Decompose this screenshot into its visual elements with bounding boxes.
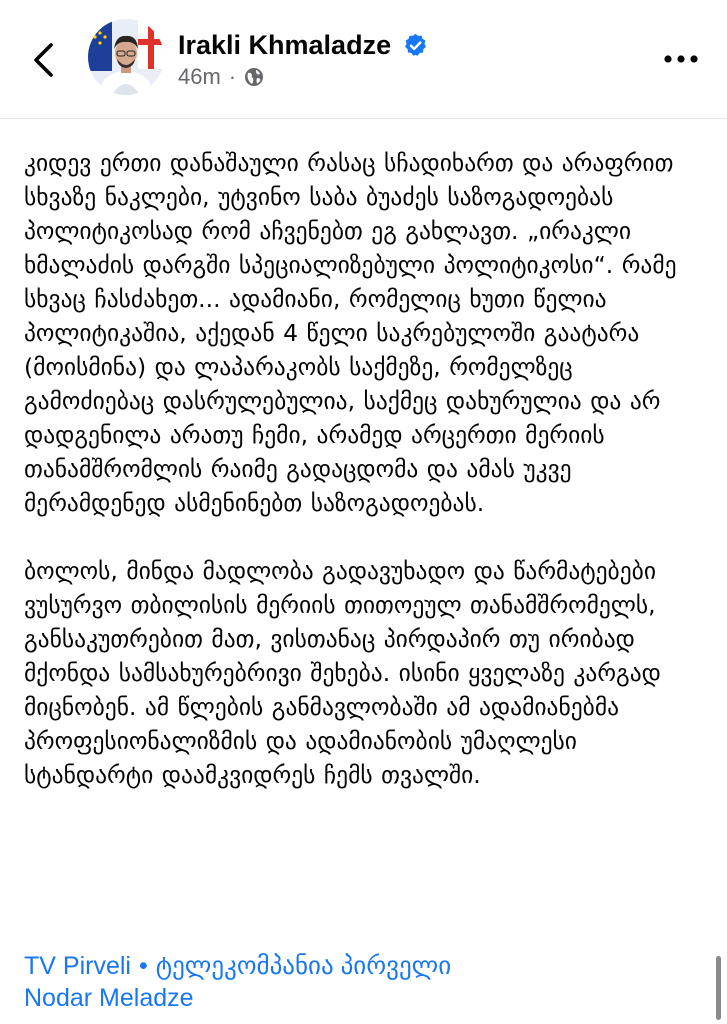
post-header bbox=[0, 0, 727, 119]
chevron-left-icon bbox=[32, 42, 54, 78]
tag-link-nodar-meladze[interactable]: Nodar Meladze bbox=[24, 984, 194, 1012]
verified-badge-icon bbox=[402, 32, 429, 59]
profile-photo bbox=[88, 19, 164, 95]
avatar[interactable] bbox=[88, 19, 164, 95]
post-time[interactable]: 46m bbox=[178, 64, 221, 89]
post-meta bbox=[178, 63, 264, 91]
author-name[interactable]: Irakli Khmaladze bbox=[178, 29, 392, 60]
tag-link-telekompania-pirveli[interactable]: ტელეკომპანია პირველი bbox=[155, 952, 452, 980]
more-horizontal-icon bbox=[664, 55, 698, 63]
tags-row-2 bbox=[24, 982, 710, 1014]
tag-separator: • bbox=[138, 952, 148, 980]
post-paragraph-2: ბოლოს, მინდა მადლობა გადავუხადო და წარმატებები ვუსურვო თბილისის მერიის თითოეულ თანამშრომელს, განსაკუთრებით მათ, ვისთანაც პირდაპირ თუ ირიბად მქონდა სამსახურებრივი შეხება. ისინი ყველაზე კარგად მიცნობენ. ამ წლების განმავლობაში ამ ადამიანებმა პროფესიონალიზმის და ადამიანობის უმაღლესი სტანდარტი დაამკვიდრეს ჩემს თვალში. bbox=[24, 557, 661, 789]
meta-separator: · bbox=[228, 64, 237, 89]
more-options-button[interactable] bbox=[661, 44, 701, 74]
back-button[interactable] bbox=[26, 38, 60, 82]
tags-row-1 bbox=[24, 950, 710, 982]
tagged-pages bbox=[24, 950, 710, 1014]
post-body bbox=[24, 146, 710, 792]
tag-link-tv-pirveli[interactable]: TV Pirveli bbox=[24, 952, 131, 980]
post-paragraph-1: კიდევ ერთი დანაშაული რასაც სჩადიხართ და არაფრით სხვაზე ნაკლები, უტვინო საბა ბუაძეს საზოგადოებას პოლიტიკოსად რომ აჩვენებთ ეგ გახლავთ. „ირაკლი ხმალაძის დარგში სპეციალიზებული პოლიტიკოსი“. რამე სხვაც ჩასძახეთ... ადამიანი, რომელიც ხუთი წელია პოლიტიკაშია, აქედან 4 წელი საკრებულოში გაატარა (მოისმინა) და ლაპარაკობს საქმეზე, რომელზეც გამოძიებაც დასრულებულია, საქმეც დახურულია და არ დადგენილა არათუ ჩემი, არამედ არცერთი მერიის თანამშრომლის რაიმე გადაცდომა და ამას უკვე მერამდენედ ასმენინებთ საზოგადოებას. bbox=[24, 149, 677, 517]
scrollbar[interactable] bbox=[716, 956, 721, 1020]
globe-icon[interactable] bbox=[244, 67, 264, 87]
